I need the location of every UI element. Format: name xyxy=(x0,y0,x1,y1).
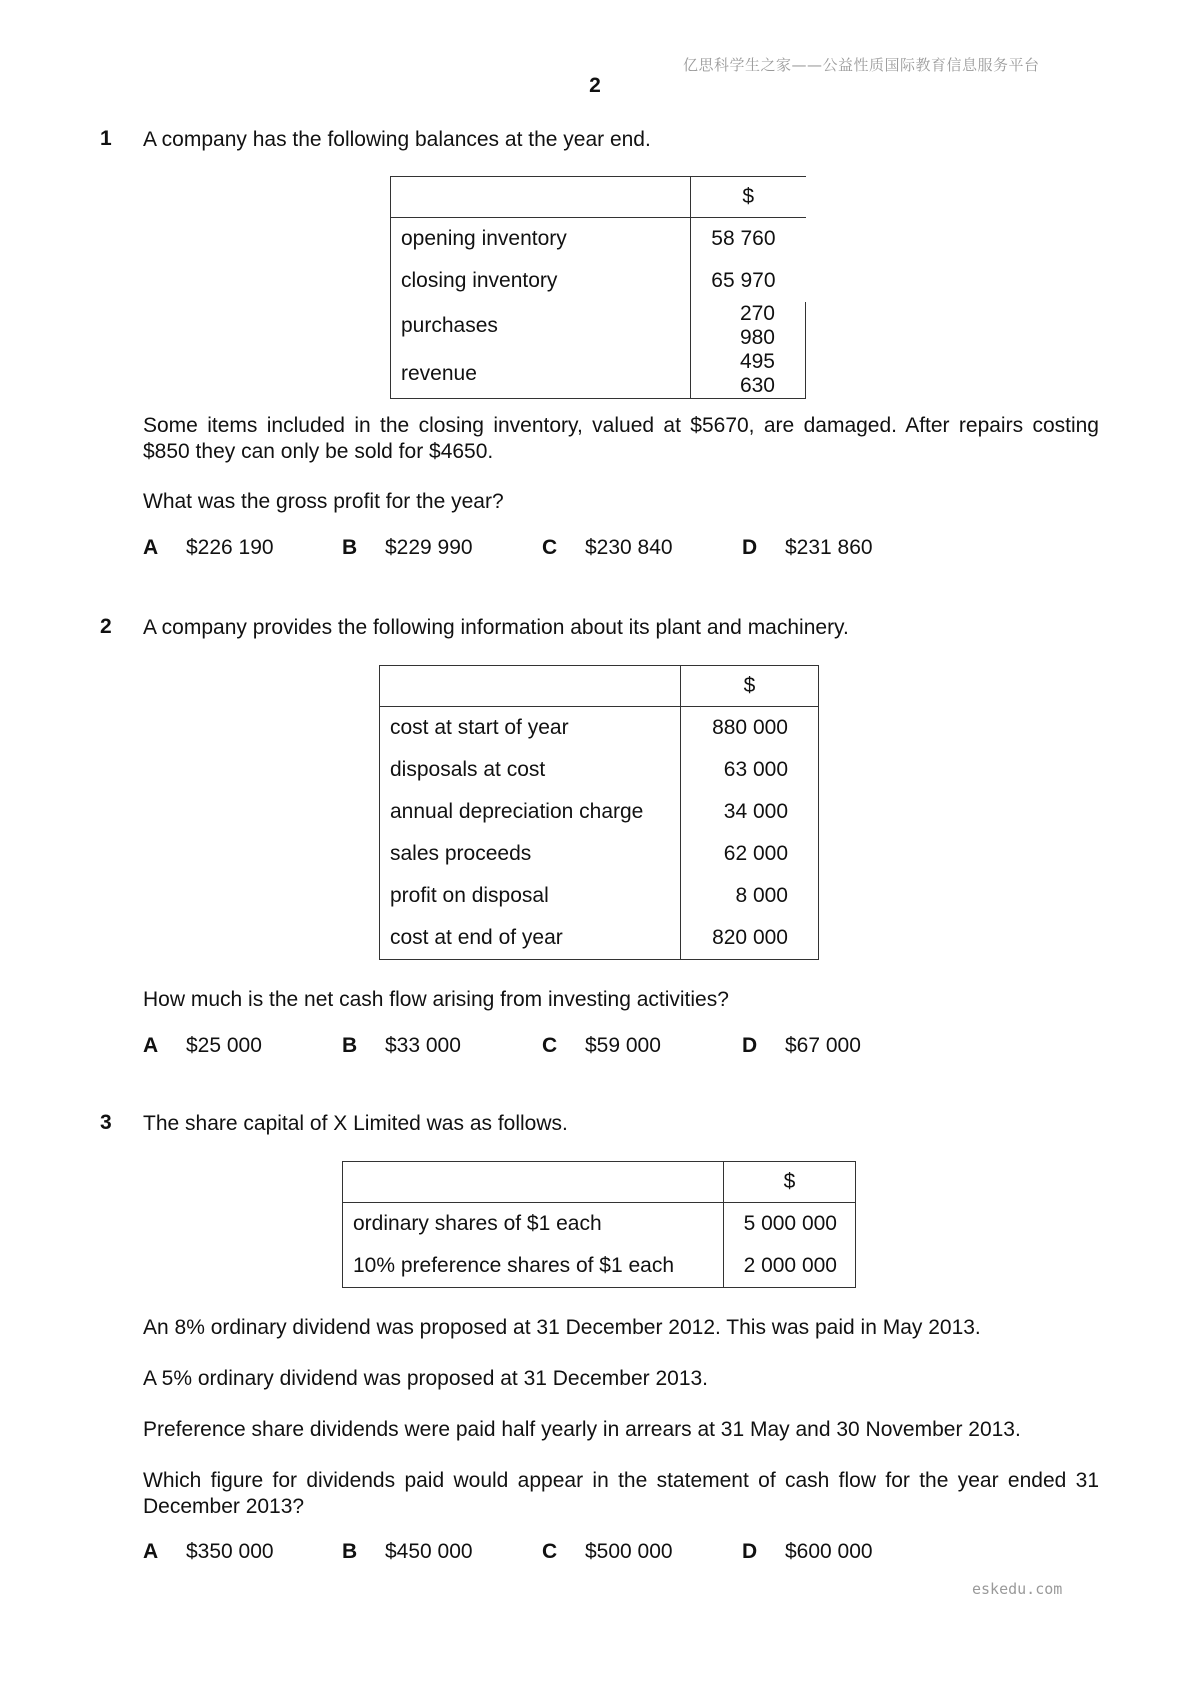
option-c[interactable]: C $59 000 xyxy=(542,1034,661,1057)
option-b[interactable]: B $450 000 xyxy=(342,1540,473,1563)
question-stem: A company provides the following information about its plant and machinery. xyxy=(143,616,849,639)
table-header-currency: $ xyxy=(681,666,819,707)
question-stem: The share capital of X Limited was as follows. xyxy=(143,1112,568,1135)
table-row-label: sales proceeds xyxy=(380,833,681,875)
footer-watermark: eskedu.com xyxy=(972,1580,1063,1598)
question-paragraph: Preference share dividends were paid half yearly in arrears at 31 May and 30 November 2013. xyxy=(143,1418,1021,1441)
option-c[interactable]: C $500 000 xyxy=(542,1540,673,1563)
table-row-label: annual depreciation charge xyxy=(380,791,681,833)
table-row-value: 820 000 xyxy=(712,926,788,949)
table-row-label: disposals at cost xyxy=(380,749,681,791)
option-c[interactable]: C $230 840 xyxy=(542,536,673,559)
table-row-label: profit on disposal xyxy=(380,875,681,917)
question-prompt: What was the gross profit for the year? xyxy=(143,490,504,513)
question-paragraph: A 5% ordinary dividend was proposed at 31 December 2013. xyxy=(143,1367,709,1390)
table-row-value: 880 000 xyxy=(712,716,788,739)
table-row-value: 5 000 000 xyxy=(743,1212,837,1235)
question-number: 2 xyxy=(100,615,112,638)
table-row-label: cost at end of year xyxy=(380,917,681,960)
option-b[interactable]: B $33 000 xyxy=(342,1034,461,1057)
share-capital-table xyxy=(342,1161,856,1288)
table-row-value: 58 760 xyxy=(711,227,776,250)
table-row-label: closing inventory xyxy=(391,260,691,302)
option-d[interactable]: D $600 000 xyxy=(742,1540,873,1563)
question-prompt: How much is the net cash flow arising from investing activities? xyxy=(143,988,729,1011)
option-a[interactable]: A $350 000 xyxy=(143,1540,274,1563)
table-row-label: cost at start of year xyxy=(380,707,681,750)
table-row-value: 63 000 xyxy=(723,758,788,781)
balances-table xyxy=(390,176,806,399)
header-watermark: 亿思科学生之家——公益性质国际教育信息服务平台 xyxy=(683,56,1040,74)
answer-options xyxy=(143,536,1043,564)
table-row-label: purchases xyxy=(391,302,691,350)
question-prompt: Which figure for dividends paid would appear in the statement of cash flow for the year ended 31 December 2013? xyxy=(143,1469,1099,1518)
page-number: 2 xyxy=(589,74,601,97)
question-paragraph: Some items included in the closing inventory, valued at $5670, are damaged. After repairs costing $850 they can only be sold for $4650. xyxy=(143,414,1099,463)
table-row-value: 62 000 xyxy=(723,842,788,865)
question-number: 1 xyxy=(100,127,112,150)
option-d[interactable]: D $67 000 xyxy=(742,1034,861,1057)
option-d[interactable]: D $231 860 xyxy=(742,536,873,559)
table-row-label: opening inventory xyxy=(391,218,691,261)
table-row-value: 34 000 xyxy=(723,800,788,823)
option-a[interactable]: A $25 000 xyxy=(143,1034,262,1057)
question-paragraph: An 8% ordinary dividend was proposed at 31 December 2012. This was paid in May 2013. xyxy=(143,1316,981,1339)
table-row-label: revenue xyxy=(391,350,691,399)
table-row-value: 2 000 000 xyxy=(743,1254,837,1277)
option-b[interactable]: B $229 990 xyxy=(342,536,473,559)
option-a[interactable]: A $226 190 xyxy=(143,536,274,559)
question-stem: A company has the following balances at the year end. xyxy=(143,128,651,151)
answer-options xyxy=(143,1540,1043,1568)
table-row-value: 270 980 xyxy=(691,302,806,350)
table-row-value: 495 630 xyxy=(691,350,806,399)
table-row-value: 8 000 xyxy=(735,884,788,907)
question-number: 3 xyxy=(100,1111,112,1134)
table-row-value: 65 970 xyxy=(711,269,776,292)
table-row-label: 10% preference shares of $1 each xyxy=(343,1245,724,1288)
answer-options xyxy=(143,1034,1043,1062)
table-row-label: ordinary shares of $1 each xyxy=(343,1203,724,1246)
table-header-currency: $ xyxy=(724,1162,856,1203)
table-header-currency: $ xyxy=(691,177,806,218)
plant-machinery-table xyxy=(379,665,819,960)
